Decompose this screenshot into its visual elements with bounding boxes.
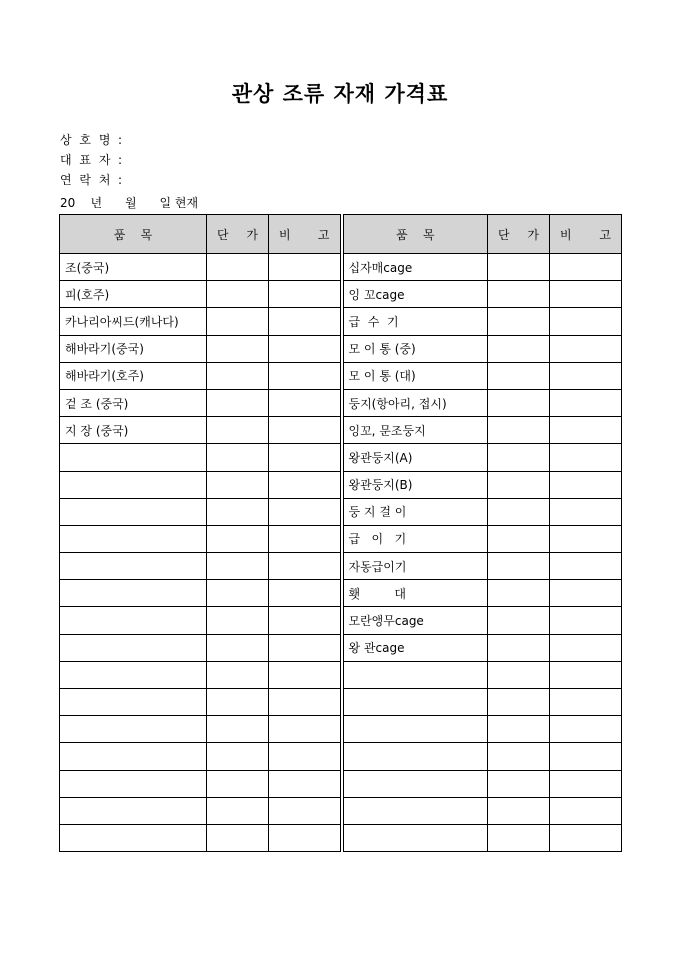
cell-note-left	[269, 281, 342, 308]
cell-price-right	[488, 743, 550, 770]
cell-item-left: 해바라기(호주)	[60, 362, 207, 389]
cell-price-left	[207, 824, 269, 851]
cell-price-right	[488, 525, 550, 552]
cell-item-left	[60, 634, 207, 661]
header-note-left: 비 고	[269, 215, 342, 254]
cell-item-left: 겉 조 (중국)	[60, 389, 207, 416]
cell-note-right	[550, 308, 622, 335]
colon: :	[118, 173, 123, 187]
table-row	[60, 362, 622, 389]
cell-note-left	[269, 444, 342, 471]
cell-item-left	[60, 716, 207, 743]
table-row	[60, 471, 622, 498]
cell-item-left	[60, 607, 207, 634]
cell-item-right: 왕관둥지(A)	[342, 444, 488, 471]
cell-item-right: 모 이 통 (대)	[342, 362, 488, 389]
cell-note-right	[550, 281, 622, 308]
cell-note-right	[550, 607, 622, 634]
cell-price-left	[207, 471, 269, 498]
cell-note-right	[550, 498, 622, 525]
cell-note-left	[269, 580, 342, 607]
cell-note-left	[269, 797, 342, 824]
cell-note-left	[269, 770, 342, 797]
cell-price-right	[488, 498, 550, 525]
cell-note-left	[269, 417, 342, 444]
cell-item-right	[342, 797, 488, 824]
table-row	[60, 661, 622, 688]
cell-note-left	[269, 362, 342, 389]
cell-item-left: 해바라기(중국)	[60, 335, 207, 362]
cell-price-right	[488, 607, 550, 634]
cell-note-left	[269, 525, 342, 552]
cell-item-right	[342, 716, 488, 743]
cell-item-left	[60, 661, 207, 688]
cell-price-left	[207, 607, 269, 634]
cell-note-right	[550, 389, 622, 416]
cell-item-left	[60, 689, 207, 716]
cell-item-right: 잉꼬, 문조둥지	[342, 417, 488, 444]
cell-price-right	[488, 689, 550, 716]
cell-price-right	[488, 362, 550, 389]
cell-note-left	[269, 607, 342, 634]
cell-item-left	[60, 580, 207, 607]
cell-note-right	[550, 471, 622, 498]
cell-note-left	[269, 471, 342, 498]
cell-price-right	[488, 553, 550, 580]
cell-note-right	[550, 525, 622, 552]
cell-price-left	[207, 661, 269, 688]
cell-note-right	[550, 770, 622, 797]
cell-item-left	[60, 797, 207, 824]
cell-item-left	[60, 553, 207, 580]
cell-item-right: 모란앵무cage	[342, 607, 488, 634]
header-price-left: 단 가	[207, 215, 269, 254]
table-row	[60, 525, 622, 552]
cell-price-left	[207, 417, 269, 444]
cell-item-right: 급 수 기	[342, 308, 488, 335]
cell-note-right	[550, 797, 622, 824]
cell-price-right	[488, 444, 550, 471]
cell-note-right	[550, 553, 622, 580]
cell-note-right	[550, 417, 622, 444]
date-line: 20 년 월 일 현재	[60, 196, 199, 210]
cell-item-left	[60, 471, 207, 498]
header-item-right: 품 목	[342, 215, 488, 254]
table-row	[60, 716, 622, 743]
cell-item-right	[342, 661, 488, 688]
cell-price-left	[207, 335, 269, 362]
cell-note-right	[550, 254, 622, 281]
cell-price-right	[488, 254, 550, 281]
table-row	[60, 797, 622, 824]
header-price-right: 단 가	[488, 215, 550, 254]
cell-item-right: 왕 관cage	[342, 634, 488, 661]
cell-item-left	[60, 498, 207, 525]
contact-field	[60, 172, 122, 188]
cell-note-left	[269, 389, 342, 416]
cell-price-left	[207, 498, 269, 525]
cell-item-right: 왕관둥지(B)	[342, 471, 488, 498]
table-row	[60, 254, 622, 281]
cell-note-left	[269, 553, 342, 580]
table-row	[60, 770, 622, 797]
cell-note-left	[269, 254, 342, 281]
cell-note-left	[269, 498, 342, 525]
cell-price-left	[207, 770, 269, 797]
cell-note-right	[550, 362, 622, 389]
cell-item-left	[60, 743, 207, 770]
cell-price-right	[488, 308, 550, 335]
cell-note-right	[550, 580, 622, 607]
cell-note-right	[550, 444, 622, 471]
table-row	[60, 634, 622, 661]
table-row	[60, 335, 622, 362]
cell-price-left	[207, 553, 269, 580]
cell-price-right	[488, 716, 550, 743]
cell-item-left	[60, 525, 207, 552]
cell-item-right: 둥 지 걸 이	[342, 498, 488, 525]
cell-note-left	[269, 661, 342, 688]
cell-item-right: 잉 꼬cage	[342, 281, 488, 308]
table-row	[60, 824, 622, 851]
cell-item-left: 지 장 (중국)	[60, 417, 207, 444]
table-row	[60, 607, 622, 634]
cell-price-right	[488, 824, 550, 851]
table-row	[60, 308, 622, 335]
colon: :	[118, 133, 123, 147]
table-body	[60, 254, 622, 852]
table-row	[60, 743, 622, 770]
cell-item-right: 모 이 통 (중)	[342, 335, 488, 362]
table-row	[60, 281, 622, 308]
cell-item-left	[60, 444, 207, 471]
cell-item-right: 자동급이기	[342, 553, 488, 580]
cell-note-left	[269, 634, 342, 661]
cell-item-left: 피(호주)	[60, 281, 207, 308]
company-name-label: 상 호 명	[60, 133, 113, 147]
cell-note-left	[269, 716, 342, 743]
cell-price-left	[207, 634, 269, 661]
table-row	[60, 444, 622, 471]
cell-item-right	[342, 689, 488, 716]
cell-note-right	[550, 743, 622, 770]
cell-note-right	[550, 335, 622, 362]
cell-item-right	[342, 824, 488, 851]
cell-item-left	[60, 770, 207, 797]
contact-label: 연 락 처	[60, 173, 113, 187]
cell-price-left	[207, 444, 269, 471]
table-row	[60, 689, 622, 716]
cell-price-left	[207, 689, 269, 716]
table-row	[60, 498, 622, 525]
cell-note-right	[550, 824, 622, 851]
cell-price-right	[488, 417, 550, 444]
cell-note-left	[269, 743, 342, 770]
company-name-field	[60, 132, 122, 148]
cell-price-right	[488, 797, 550, 824]
table-row	[60, 553, 622, 580]
cell-note-left	[269, 824, 342, 851]
header-note-right: 비 고	[550, 215, 622, 254]
cell-item-left: 조(중국)	[60, 254, 207, 281]
table-row	[60, 580, 622, 607]
cell-note-left	[269, 308, 342, 335]
colon: :	[118, 153, 123, 167]
cell-price-right	[488, 335, 550, 362]
table-header-row	[60, 215, 622, 254]
cell-price-right	[488, 389, 550, 416]
cell-note-right	[550, 689, 622, 716]
cell-price-left	[207, 797, 269, 824]
cell-price-left	[207, 716, 269, 743]
cell-price-left	[207, 254, 269, 281]
cell-note-right	[550, 716, 622, 743]
representative-label: 대 표 자	[60, 153, 113, 167]
table-row	[60, 417, 622, 444]
cell-price-left	[207, 281, 269, 308]
cell-item-left: 카나리아씨드(캐나다)	[60, 308, 207, 335]
cell-note-left	[269, 335, 342, 362]
cell-item-right: 횃 대	[342, 580, 488, 607]
cell-item-right	[342, 770, 488, 797]
document-title: 관상 조류 자재 가격표	[231, 81, 449, 106]
cell-price-left	[207, 525, 269, 552]
price-table	[59, 214, 622, 852]
cell-item-right: 십자매cage	[342, 254, 488, 281]
cell-price-right	[488, 580, 550, 607]
cell-item-right: 둥지(항아리, 접시)	[342, 389, 488, 416]
cell-price-left	[207, 389, 269, 416]
cell-price-right	[488, 471, 550, 498]
cell-item-right: 급 이 기	[342, 525, 488, 552]
cell-price-left	[207, 580, 269, 607]
header-item-left: 품 목	[60, 215, 207, 254]
cell-price-right	[488, 281, 550, 308]
cell-price-left	[207, 743, 269, 770]
representative-field	[60, 152, 122, 168]
table-row	[60, 389, 622, 416]
cell-item-right	[342, 743, 488, 770]
cell-price-right	[488, 770, 550, 797]
cell-item-left	[60, 824, 207, 851]
cell-note-left	[269, 689, 342, 716]
cell-price-left	[207, 362, 269, 389]
cell-note-right	[550, 634, 622, 661]
cell-price-right	[488, 661, 550, 688]
cell-price-right	[488, 634, 550, 661]
cell-note-right	[550, 661, 622, 688]
cell-price-left	[207, 308, 269, 335]
